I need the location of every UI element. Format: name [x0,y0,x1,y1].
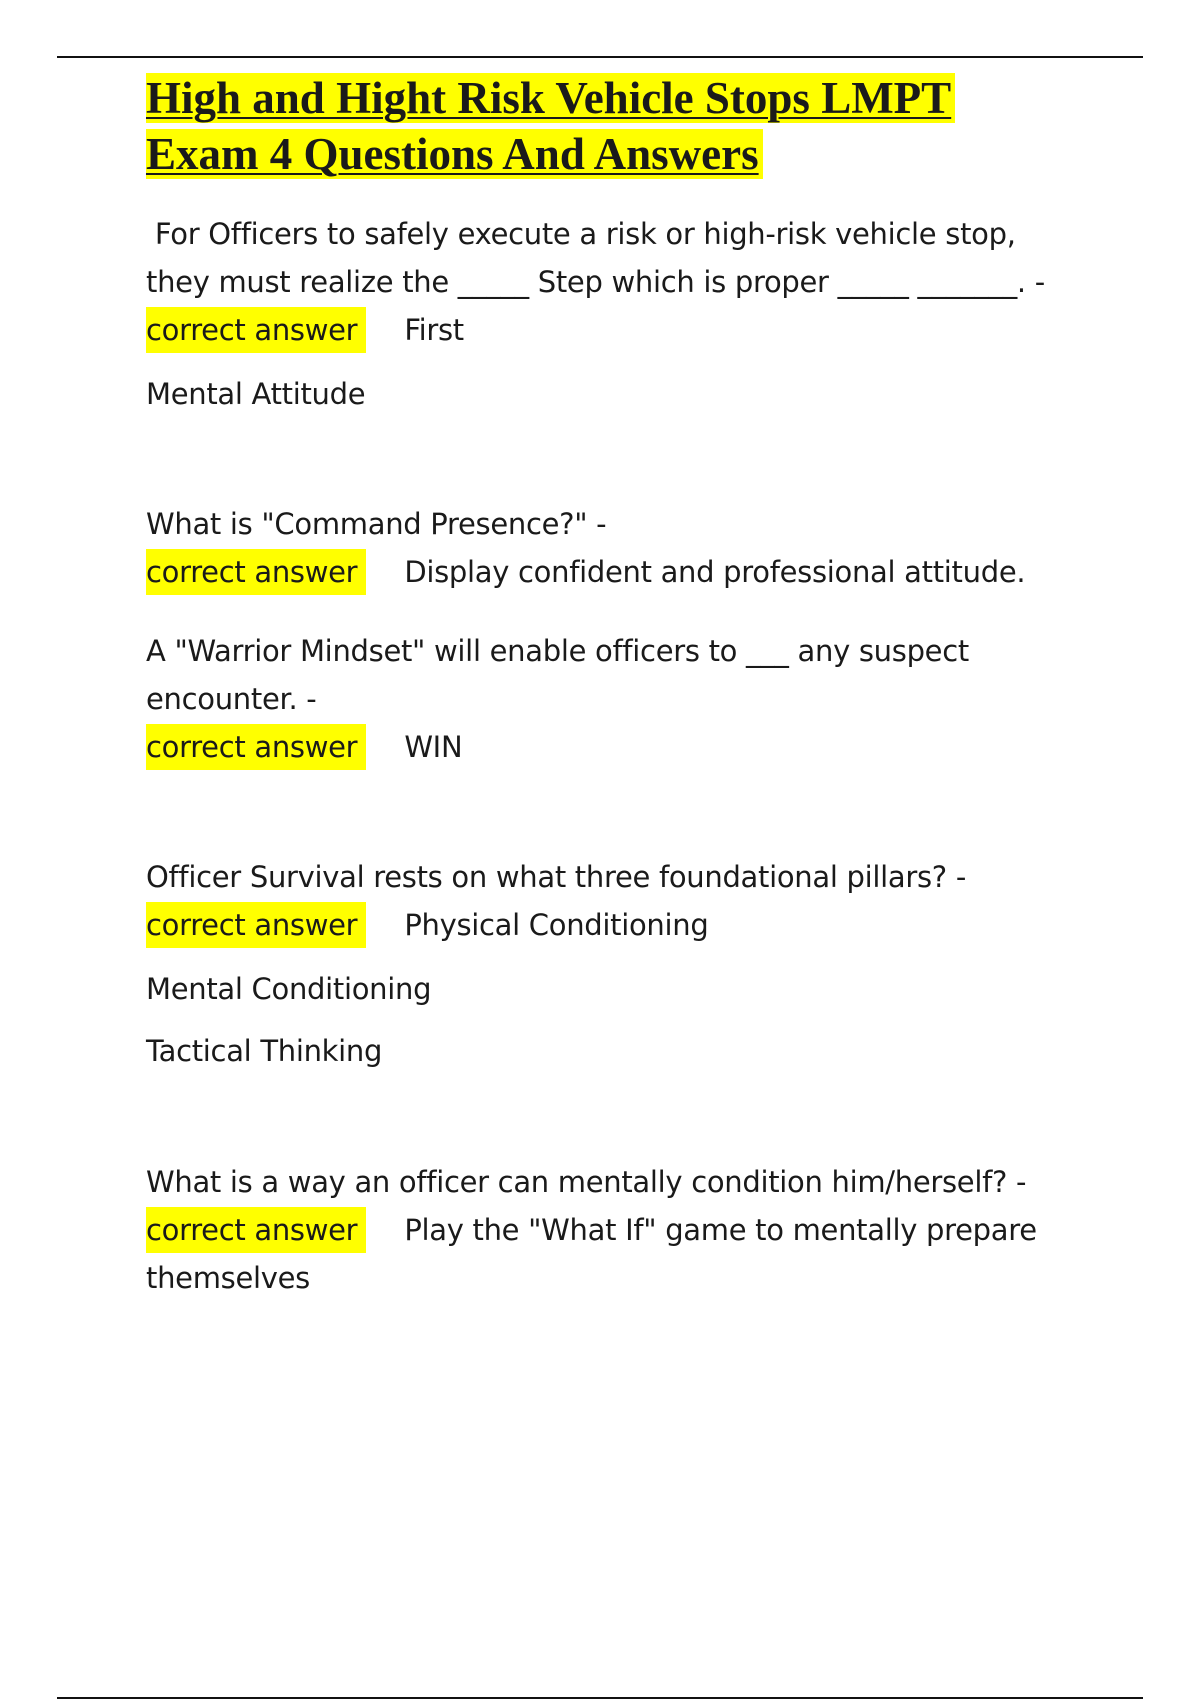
question-text: A "Warrior Mindset" will enable officers to ___ any suspect encounter. - [146,634,978,716]
answer-extra-line: Tactical Thinking [146,1034,383,1068]
correct-answer-label: correct answer [146,902,366,948]
answer-line [146,901,966,949]
document-title [146,70,1076,182]
qa-item [146,627,1076,771]
answer-extra-line: Mental Attitude [146,377,366,411]
correct-answer-label: correct answer [146,724,366,770]
answer-text: Physical Conditioning [404,908,709,942]
qa-item [146,210,1076,418]
title-line-1: High and Hight Risk Vehicle Stops LMPT [146,73,955,123]
qa-item [146,500,1025,596]
answer-extra-line: Mental Conditioning [146,972,432,1006]
question-text: What is "Command Presence?" - [146,507,607,541]
bottom-rule [57,1697,1143,1699]
answer-continuation: themselves [146,1261,310,1295]
title-line-2: Exam 4 Questions And Answers [146,129,763,179]
answer-text: First [404,313,464,347]
answer-text: WIN [404,730,463,764]
answer-line [146,548,1025,596]
correct-answer-label: correct answer [146,549,366,595]
answer-text: Play the "What If" game to mentally prepare [404,1213,1037,1247]
document-body [146,70,1076,1295]
question-text: Officer Survival rests on what three foundational pillars? - [146,860,966,894]
answer-line [146,306,1076,354]
top-rule [57,56,1143,58]
correct-answer-label: correct answer [146,307,366,353]
answer-line [146,1206,1037,1254]
question-text: For Officers to safely execute a risk or high-risk vehicle stop, they must realize the _____ Step which is proper _____ _______. - [146,217,1045,299]
question-text: What is a way an officer can mentally condition him/herself? - [146,1165,1027,1199]
correct-answer-label: correct answer [146,1207,366,1253]
answer-line [146,723,1076,771]
answer-text: Display confident and professional attitude. [404,555,1026,589]
qa-item [146,853,966,1075]
qa-item [146,1158,1037,1302]
